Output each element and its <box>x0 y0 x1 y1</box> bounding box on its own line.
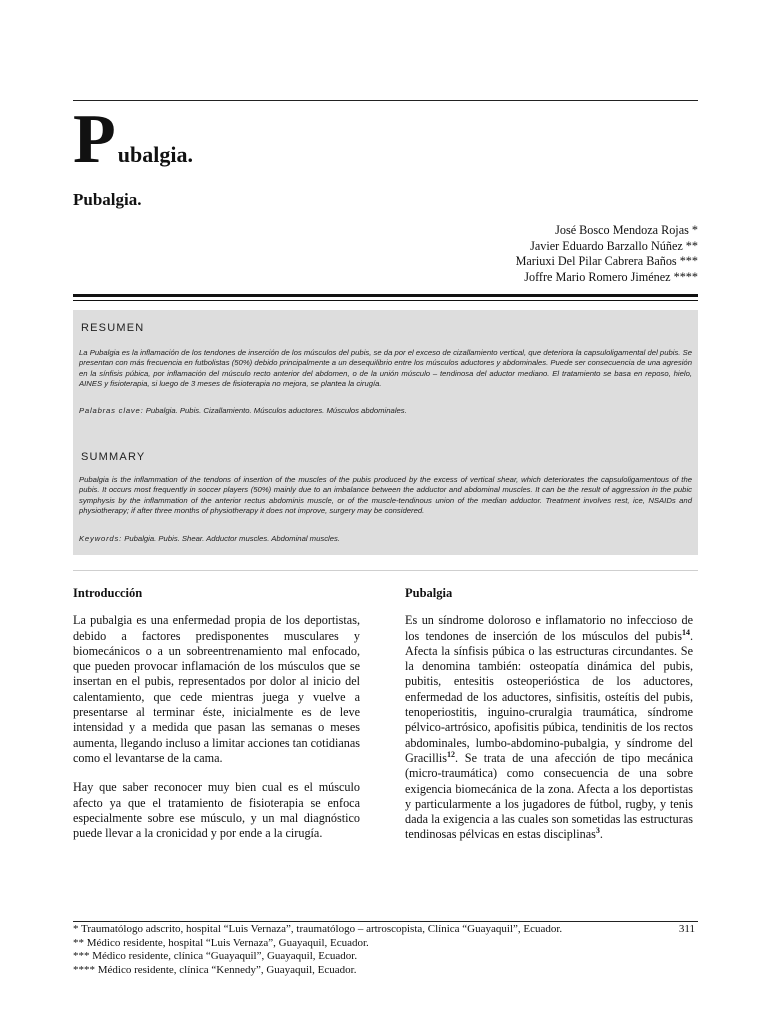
summary-keywords <box>79 534 692 543</box>
pubalgia-text-4: . <box>599 827 603 842</box>
top-rule <box>73 100 698 101</box>
resumen-keywords-label: Palabras clave: <box>79 406 144 415</box>
footnote-rule <box>73 921 698 922</box>
footnote-2: ** Médico residente, hospital “Luis Vernaza”, Guayaquil, Ecuador. <box>73 936 369 949</box>
footnote-1: * Traumatólogo adscrito, hospital “Luis Vernaza”, traumatólogo – artroscopista, Clínica “Guayaquil”, Ecuador. <box>73 923 563 935</box>
footnotes <box>73 923 698 977</box>
pubalgia-column <box>405 586 693 857</box>
reference-14: 14 <box>681 627 690 637</box>
pubalgia-heading: Pubalgia <box>405 586 453 600</box>
title-rest: ubalgia. <box>117 142 193 167</box>
author-2: Javier Eduardo Barzallo Núñez ** <box>530 238 698 253</box>
pubalgia-paragraph <box>405 613 693 842</box>
header-thick-rule <box>73 294 698 297</box>
resumen-heading: RESUMEN <box>81 322 145 334</box>
author-3: Mariuxi Del Pilar Cabrera Baños *** <box>515 254 698 269</box>
title-drop-cap: P <box>73 101 116 178</box>
resumen-keywords-text: Pubalgia. Pubis. Cizallamiento. Músculos aductores. Músculos abdominales. <box>145 406 407 415</box>
introduction-heading: Introducción <box>73 586 143 600</box>
resumen-keywords <box>79 406 692 415</box>
page-number: 311 <box>678 923 695 935</box>
summary-keywords-label: Keywords: <box>79 534 123 543</box>
reference-3: 3 <box>595 826 600 836</box>
reference-12: 12 <box>446 749 455 759</box>
author-1: José Bosco Mendoza Rojas * <box>555 223 698 237</box>
summary-text: Pubalgia is the inflammation of the tendons of insertion of the muscles of the pubis produced by the excess of vertical shear, which deteriorates the capsuloligamentous of the pubis. It occurs most frequently in soccer players (50%) mainly due to an imbalance between the adductor and abdominal muscles. It can be the result of aggression in the pubic symphysis by the inflammation of the anterior rectus abdominis muscle, or of the muscle-tendinous union of the median adductor. Treatment involves rest, ice, NSAIDs and physiotherapy; if after three months of physiotherapy it does not improve, surgery may be considered. <box>79 475 692 515</box>
summary-keywords-text: Pubalgia. Pubis. Shear. Adductor muscles. Abdominal muscles. <box>124 534 341 543</box>
author-4: Joffre Mario Romero Jiménez **** <box>524 269 698 284</box>
footnote-3: *** Médico residente, clínica “Guayaquil”, Guayaquil, Ecuador. <box>73 950 358 962</box>
header-thin-rule <box>73 300 698 301</box>
section-divider <box>73 570 698 571</box>
footnote-4: **** Médico residente, clínica “Kennedy”, Guayaquil, Ecuador. <box>73 963 357 976</box>
summary-heading: SUMMARY <box>81 451 146 463</box>
introduction-paragraph-2: Hay que saber reconocer muy bien cual es el músculo afecto ya que el tratamiento de fisioterapia se enfoca especialmente sobre ese músculo, y un mal diagnóstico puede llevar a la cronicidad y por ende a la cirugía. <box>73 780 360 841</box>
pubalgia-text-2: . Afecta la sínfisis púbica o las estructuras circundantes. Se la denomina también: osteopatía dinámica del pubis, pubitis, entesitis osteoperióstica de los aductores, enfermedad de los aductores, sinfisitis, osteítis del pubis, tenoperiostitis, inguino-cruralgia traumática, síndrome pélvico-artrósico, apofisitis púbica, tendinitis de los rectos abdominales, lumbo-abdomino-pubalgia, y síndrome del Gracillis <box>405 628 693 765</box>
pubalgia-text-3: . Se trata de una afección de tipo mecánica (micro-traumática) como consecuencia de una sobre exigencia biomecánica de la zona. Afecta a los deportistas y particularmente a los jugadores de fútbol, rugby, y tenis dada la exigencia a las cuales son sometidas las estructuras tendinosas pélvicas en estas disciplinas <box>405 750 693 842</box>
article-subtitle: Pubalgia. <box>73 190 142 209</box>
pubalgia-text-1: Es un síndrome doloroso e inflamatorio no infeccioso de los tendones de inserción de los músculos del pubis <box>405 613 693 643</box>
article-title <box>73 101 193 178</box>
introduction-column <box>73 586 360 855</box>
abstract-box <box>73 310 698 555</box>
resumen-text: La Pubalgia es la inflamación de los tendones de inserción de los músculos del pubis, se da por el exceso de cizallamiento vertical, que deteriora la capsuloligamental del pubis. Se presentan con más frecuencia en futbolistas (50%) debido principalmente a un desequilibrio entre los músculos aductores y abdominales. Puede ser consecuencia de una agresión en la sínfisis púbica, por inflamación del músculo recto anterior del abdomen, o de la unión músculo – tendinosa del aductor mediano. El tratamiento se basa en reposo, hielo, AINES y fisioterapia, si luego de 3 meses de fisioterapia no mejora, se plantea la cirugía. <box>79 348 692 388</box>
author-list <box>516 223 698 285</box>
introduction-paragraph-1: La pubalgia es una enfermedad propia de los deportistas, debido a factores predisponentes musculares y biomecánicos o a un sobreentrenamiento mal enfocado, que pueden provocar inflamación de los músculos que se insertan en el pubis, representados por dolor al inicio del calentamiento, que cede mientras juega y vuelve a presentarse al terminar éste, inicialmente es de leve intensidad y a medida que pasan las semanas o meses aumenta, llegando incluso a limitar acciones tan cotidianas como el levantarse de la cama. <box>73 613 360 765</box>
